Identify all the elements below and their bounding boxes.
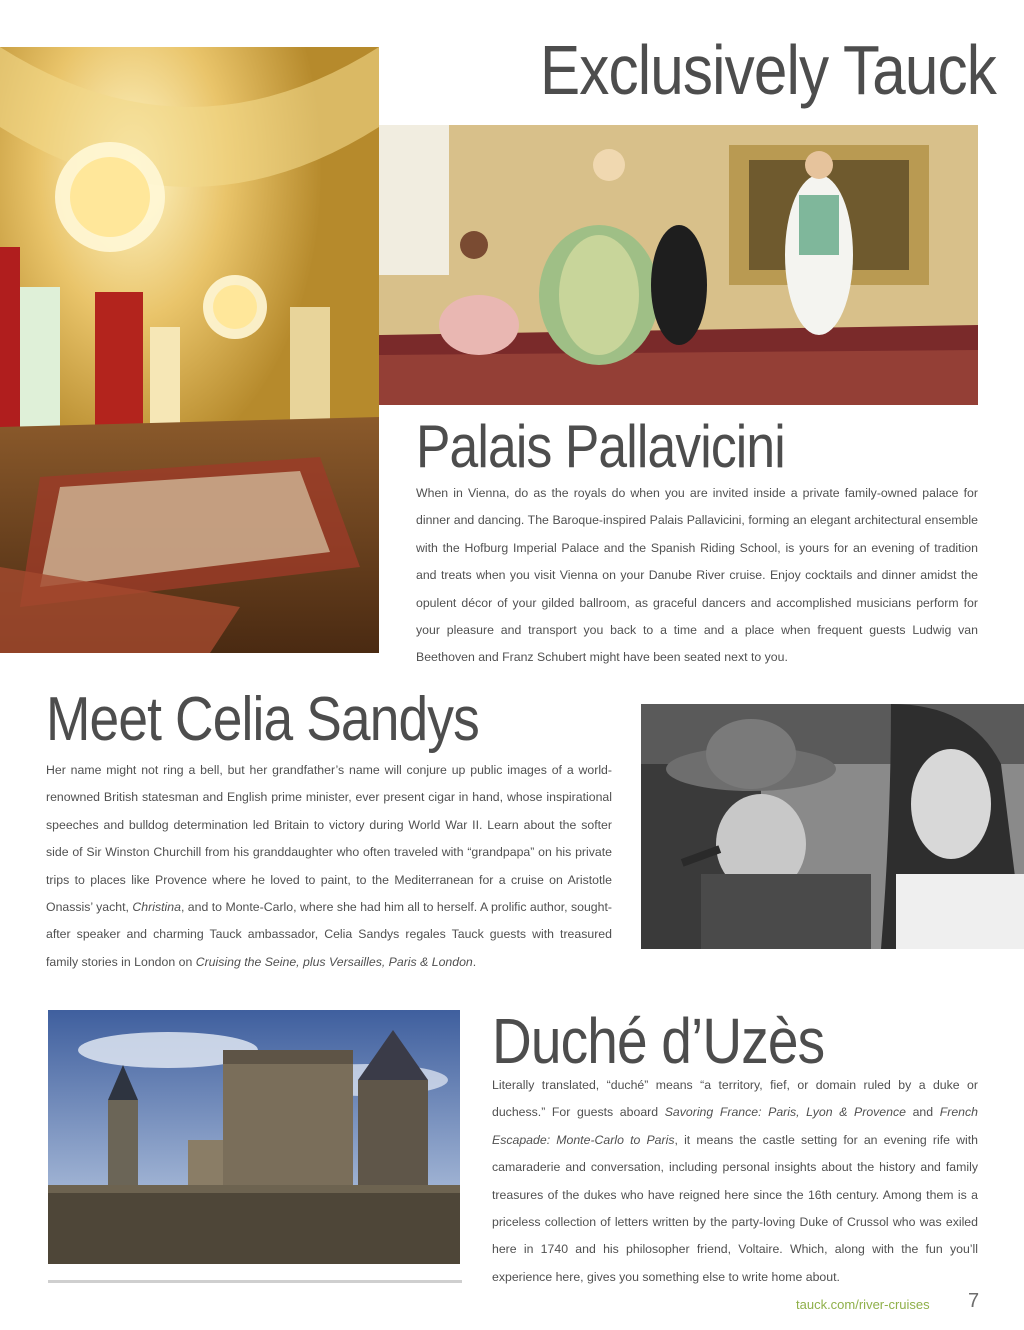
page-title: Exclusively Tauck	[540, 31, 997, 109]
duche-body-text-1: Literally translated, “duché” means “a territory, fief, or domain ruled by a duke or duchess.” For guests aboard	[492, 1078, 978, 1120]
castle-divider	[48, 1280, 462, 1283]
duche-body	[492, 1072, 978, 1291]
castle-image	[48, 1010, 460, 1264]
dancers-photo	[379, 125, 978, 405]
celia-heading: Meet Celia Sandys	[46, 685, 479, 754]
churchill-photo	[641, 704, 1024, 949]
palais-body: When in Vienna, do as the royals do when you are invited inside a private family-owned palace for dinner and dancing. The Baroque-inspired Palais Pallavicini, forming an elegant architectural ensemble with the Hofburg Imperial Palace and the Spanish Riding School, is yours for an evening of tradition and treats when you visit Vienna on your Danube River cruise. Enjoy cocktails and dinner amidst the opulent décor of your gilded ballroom, as graceful dancers and accomplished musicians perform for your pleasure and transport you back to a time and a place when frequent guests Ludwig van Beethoven and Franz Schubert might have been seated next to you.	[416, 486, 978, 665]
duche-tour-2: French Escapade: Monte-Carlo to Paris	[492, 1105, 978, 1147]
castle-photo	[48, 1010, 460, 1264]
celia-yacht-name: Christina	[132, 900, 181, 915]
celia-body	[46, 757, 612, 976]
duche-body-text-2: and	[905, 1105, 940, 1120]
celia-body-text-3: .	[472, 954, 477, 969]
page-number: 7	[968, 1290, 980, 1312]
ballroom-photo	[0, 47, 379, 653]
palais-heading: Palais Pallavicini	[416, 413, 785, 480]
dancers-image	[379, 125, 978, 405]
churchill-image	[641, 704, 1024, 949]
duche-tour-1: Savoring France: Paris, Lyon & Provence	[664, 1105, 906, 1120]
celia-tour-name: Cruising the Seine, plus Versailles, Paris & London	[195, 954, 473, 969]
celia-body-text-1: Her name might not ring a bell, but her grandfather’s name will conjure up public images of a world-renowned British statesman and English prime minister, ever present cigar in hand, whose inspirational speeches and bulldog determination led Britain to victory during World War II. Learn about the softer side of Sir Winston Churchill from his granddaughter who often traveled with “grandpapa” on his private trips to places like Provence where he loved to paint, to the Mediterranean for a cruise on Aristotle Onassis’ yacht,	[46, 763, 612, 915]
footer-url-link[interactable]: tauck.com/river-cruises	[796, 1297, 930, 1312]
duche-heading: Duché d’Uzès	[492, 1005, 825, 1077]
celia-body-text-2: , and to Monte-Carlo, where she had him all to herself. A prolific author, sought-after speaker and charming Tauck ambassador, Celia Sandys regales Tauck guests with treasured family stories in London on	[46, 900, 612, 969]
ballroom-image	[0, 47, 379, 653]
duche-body-text-3: , it means the castle setting for an evening rife with camaraderie and conversation, including personal insights about the history and family treasures of the dukes who have reigned here since the 16th century. Among them is a priceless collection of letters written by the party-loving Duke of Crussol who was exiled here in 1740 and his philosopher friend, Voltaire. Which, along with the fun you’ll experience here, gives you something else to write home about.	[492, 1132, 978, 1284]
